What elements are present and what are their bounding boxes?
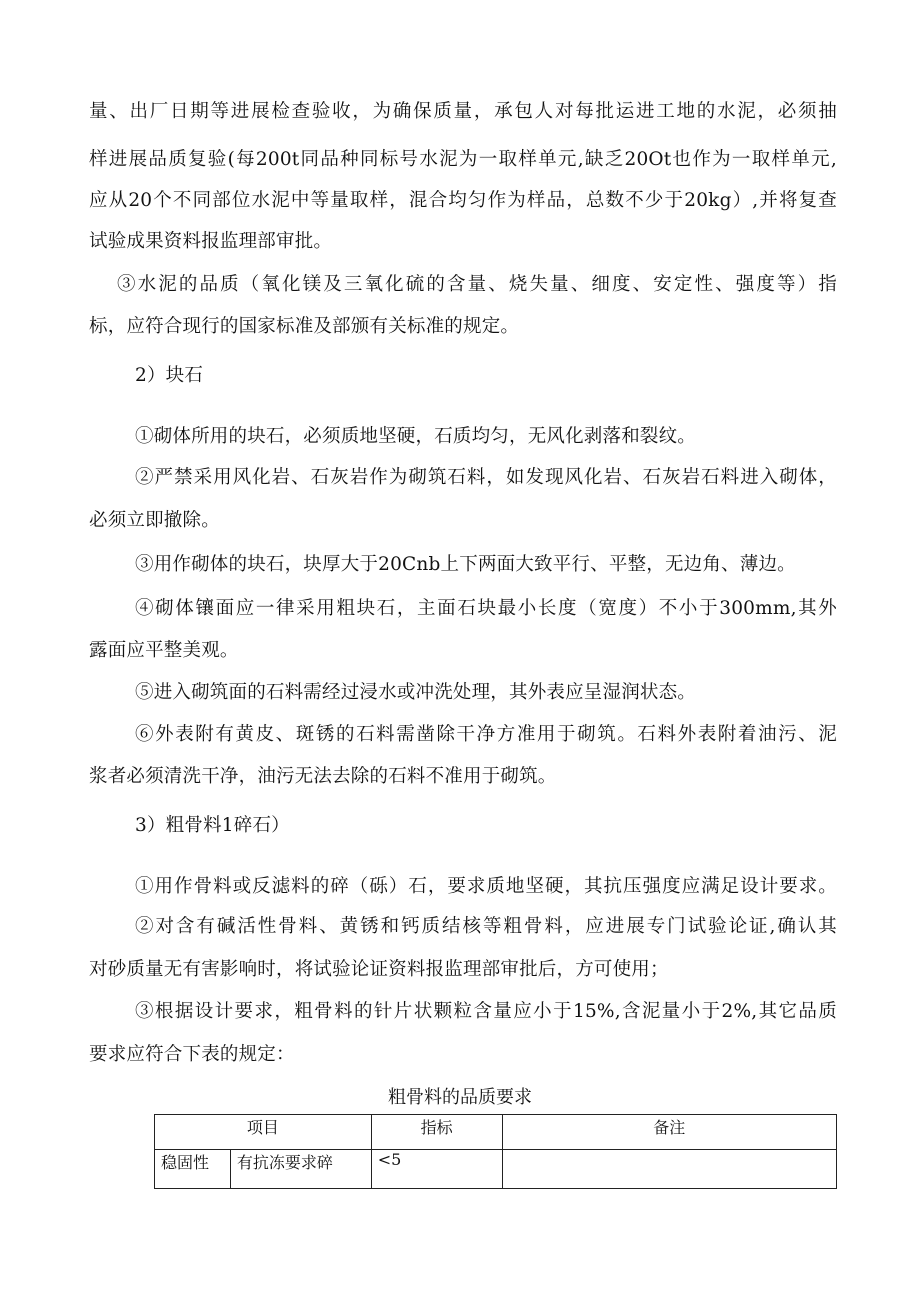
text-line: 应从20个不同部位水泥中等量取样，混合均匀作为样品，总数不少于20kg）,并将复查 <box>89 190 837 211</box>
text-line: ②对含有碱活性骨料、黄锈和钙质结核等粗骨料，应进展专门试验论证,确认其 <box>135 916 837 937</box>
header-note: 备注 <box>502 1115 836 1150</box>
text-line: ⑤进入砌筑面的石料需经过浸水或冲洗处理，其外表应呈湿润状态。 <box>135 682 697 703</box>
text-line: ③根据设计要求，粗骨料的针片状颗粒含量应小于15%,含泥量小于2%,其它品质 <box>135 1001 837 1022</box>
text-line: ③用作砌体的块石，块厚大于20Cnb上下两面大致平行、平整，无边角、薄边。 <box>135 554 796 575</box>
cell-item-a: 稳固性 <box>155 1150 231 1189</box>
text-line: ①砌体所用的块石，必须质地坚硬，石质均匀，无风化剥落和裂纹。 <box>135 426 697 447</box>
section-heading: 2）块石 <box>135 365 204 386</box>
text-line: ②严禁采用风化岩、石灰岩作为砌筑石料，如发现风化岩、石灰岩石料进入砌体， <box>135 467 837 488</box>
text-line: 标，应符合现行的国家标准及部颁有关标准的规定。 <box>89 316 520 337</box>
table-header-row <box>155 1115 837 1150</box>
cell-item-b: 有抗冻要求碎 <box>230 1150 371 1189</box>
cell-note <box>502 1150 836 1189</box>
text-line: 要求应符合下表的规定： <box>89 1044 295 1065</box>
text-line: 露面应平整美观。 <box>89 640 239 661</box>
cell-value: <5 <box>371 1150 502 1189</box>
text-line: 试验成果资料报监理部审批。 <box>89 231 333 252</box>
text-line: ④砌体镶面应一律采用粗块石，主面石块最小长度（宽度）不小于300mm,其外 <box>135 598 837 619</box>
text-line: ⑥外表附有黄皮、斑锈的石料需凿除干净方准用于砌筑。石料外表附着油污、泥 <box>135 724 837 745</box>
quality-table <box>154 1114 837 1189</box>
text-line: 对砂质量无有害影响时，将试验论证资料报监理部审批后，方可使用； <box>89 959 669 980</box>
header-item: 项目 <box>155 1115 372 1150</box>
header-value: 指标 <box>371 1115 502 1150</box>
text-line: 样进展品质复验(每200t同品种同标号水泥为一取样单元,缺乏20Ot也作为一取样单元, <box>89 149 837 170</box>
text-line: 浆者必须清洗干净，油污无法去除的石料不准用于砌筑。 <box>89 766 557 787</box>
section-heading: 3）粗骨料1碎石） <box>135 815 290 836</box>
text-line: ③水泥的品质（氧化镁及三氧化硫的含量、烧失量、细度、安定性、强度等）指 <box>117 274 837 295</box>
text-line: ①用作骨料或反滤料的碎（砾）石，要求质地坚硬，其抗压强度应满足设计要求。 <box>135 876 837 897</box>
text-line: 必须立即撤除。 <box>89 510 220 531</box>
text-line: 量、出厂日期等进展检查验收，为确保质量，承包人对每批运进工地的水泥，必须抽 <box>89 101 837 122</box>
table-caption: 粗骨料的品质要求 <box>388 1087 532 1108</box>
table-row <box>155 1150 837 1189</box>
